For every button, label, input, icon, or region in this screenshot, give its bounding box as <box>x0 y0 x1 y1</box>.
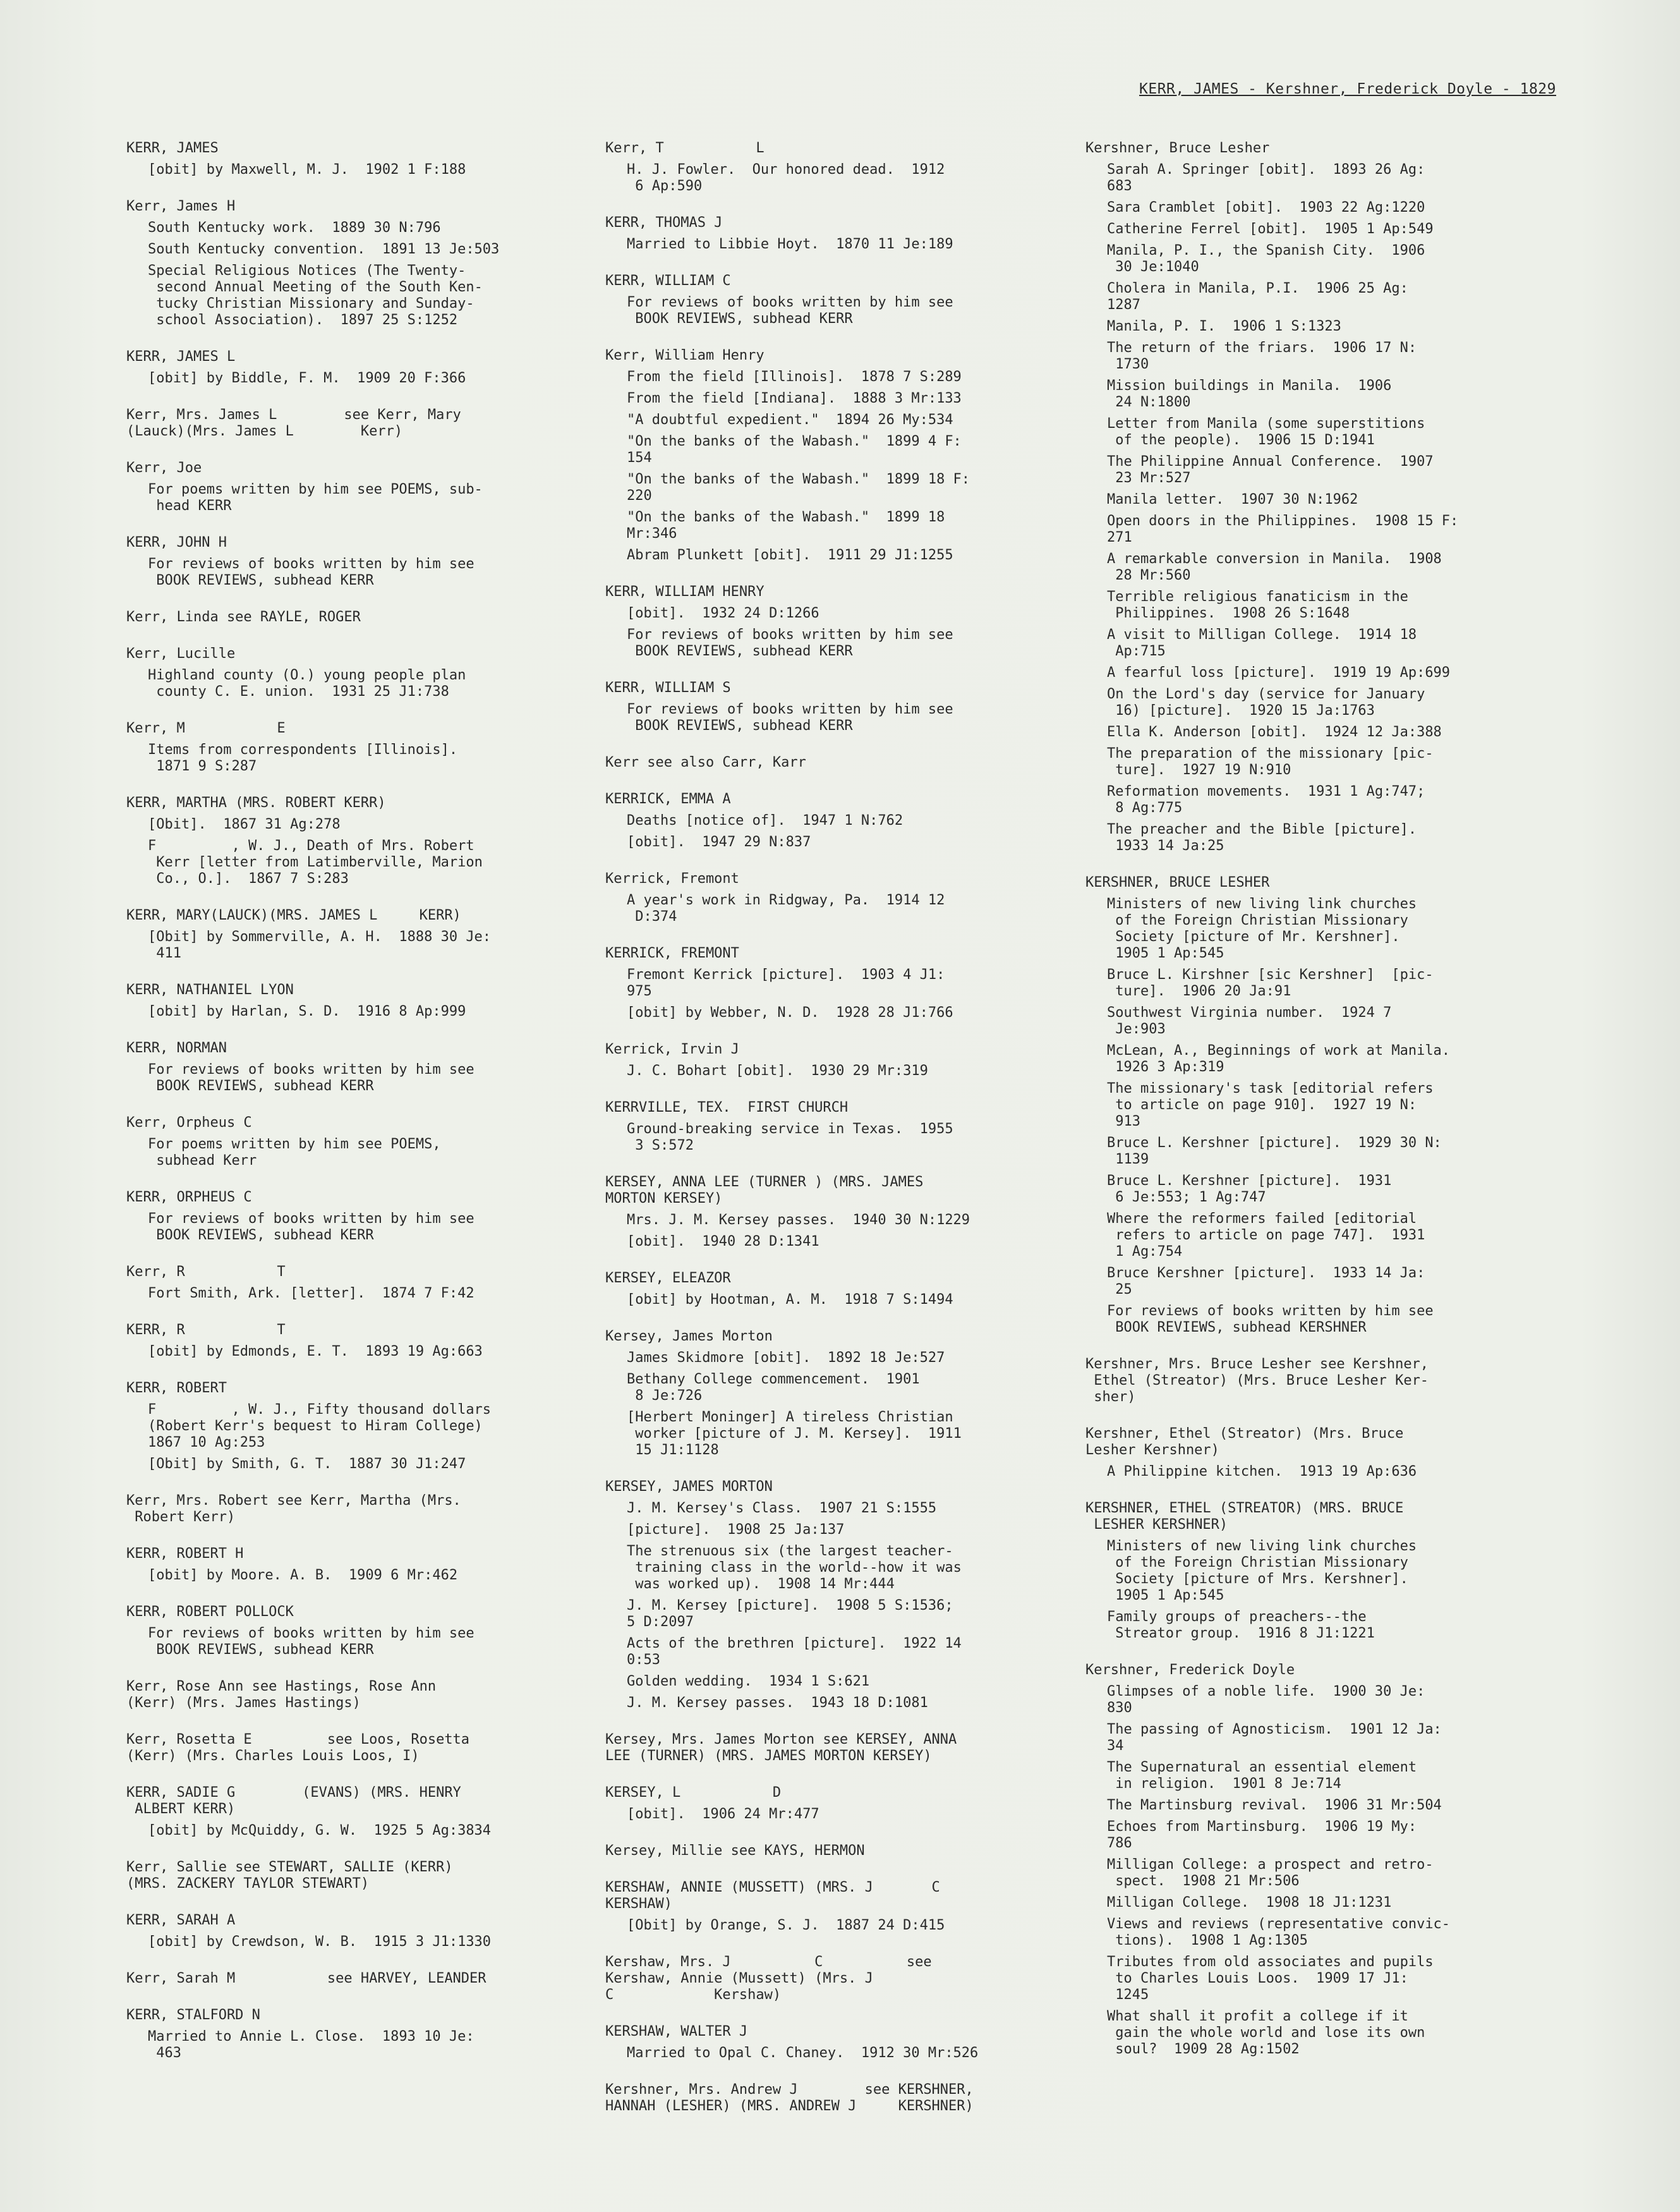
index-entry <box>605 1843 1041 1859</box>
index-entry <box>605 1042 1041 1079</box>
index-entry <box>126 1912 562 1950</box>
entry-heading: KERSHAW, WALTER J <box>605 2024 748 2039</box>
entry-citation: South Kentucky convention. 1891 13 Je:503 <box>148 241 500 257</box>
index-entry <box>126 1785 562 1839</box>
entry-citation: Highland county (O.) young people plan county C. E. union. 1931 25 J1:738 <box>148 667 466 700</box>
entry-heading: KERR, WILLIAM C <box>605 273 731 289</box>
entry-citation: J. M. Kersey passes. 1943 18 D:1081 <box>627 1695 928 1711</box>
entry-heading: KERRVILLE, TEX. FIRST CHURCH <box>605 1100 849 1115</box>
index-entry <box>605 1100 1041 1154</box>
entry-heading: KERRICK, EMMA A <box>605 791 731 807</box>
entry-heading: Kershner, Bruce Lesher <box>1085 140 1270 156</box>
entry-citation: F , W. J., Death of Mrs. Robert Kerr [letter from Latimberville, Marion Co., O.]. 1867 7 S:283 <box>148 838 483 887</box>
entry-citation: Manila letter. 1907 30 N:1962 <box>1107 492 1358 507</box>
entry-citation: Southwest Virginia number. 1924 7 Je:903 <box>1107 1005 1392 1037</box>
entry-citation: [obit] by Moore. A. B. 1909 6 Mr:462 <box>148 1567 458 1583</box>
entry-citation: Echoes from Martinsburg. 1906 19 My: 786 <box>1107 1819 1417 1851</box>
entry-citation: Special Religious Notices (The Twenty- second Annual Meeting of the South Ken- tucky Christian Missionary and Sunday- school Association). 1897 25 S:1252 <box>148 263 483 328</box>
entry-citation: For reviews of books written by him see BOOK REVIEWS, subhead KERR <box>627 295 953 327</box>
entry-citation: [Obit] by Smith, G. T. 1887 30 J1:247 <box>148 1456 466 1472</box>
entry-citation: The preparation of the missionary [pic- ture]. 1927 19 N:910 <box>1107 746 1434 778</box>
index-entry <box>126 1380 562 1473</box>
entry-citation: Where the reformers failed [editorial refers to article on page 747]. 1931 1 Ag:754 <box>1107 1211 1425 1260</box>
index-entry <box>1085 875 1528 1336</box>
entry-heading: KERR, STALFORD N <box>126 2007 260 2023</box>
entry-citation: Married to Libbie Hoyt. 1870 11 Je:189 <box>627 236 953 252</box>
entry-citation: [obit] by Maxwell, M. J. 1902 1 F:188 <box>148 162 466 178</box>
entry-citation: The Philippine Annual Conference. 1907 23 Mr:527 <box>1107 454 1434 486</box>
index-entry <box>126 1189 562 1244</box>
entry-citation: Fort Smith, Ark. [letter]. 1874 7 F:42 <box>148 1285 474 1301</box>
entry-citation: H. J. Fowler. Our honored dead. 1912 6 Ap:590 <box>627 162 945 194</box>
index-entry <box>126 198 562 329</box>
entry-citation: Deaths [notice of]. 1947 1 N:762 <box>627 813 903 829</box>
entry-heading: KERR, ROBERT <box>126 1380 227 1396</box>
entry-heading: Kerr see also Carr, Karr <box>605 755 806 770</box>
entry-citation: For reviews of books written by him see BOOK REVIEWS, subhead KERR <box>148 1062 474 1094</box>
index-entry <box>605 215 1041 253</box>
index-entry <box>126 1546 562 1584</box>
entry-citation: [obit] by Biddle, F. M. 1909 20 F:366 <box>148 370 466 386</box>
index-entry <box>605 2082 1041 2115</box>
entry-citation: Ground-breaking service in Texas. 1955 3 S:572 <box>627 1121 953 1153</box>
entry-heading: KERRICK, FREMONT <box>605 945 739 961</box>
entry-citation: Fremont Kerrick [picture]. 1903 4 J1: 975 <box>627 967 945 999</box>
entry-heading: KERR, JAMES <box>126 140 219 156</box>
entry-citation: On the Lord's day (service for January 16) [picture]. 1920 15 Ja:1763 <box>1107 686 1425 719</box>
index-entry <box>126 795 562 887</box>
entry-citation: [Obit] by Orange, S. J. 1887 24 D:415 <box>627 1917 945 1933</box>
entry-citation: Sarah A. Springer [obit]. 1893 26 Ag: 683 <box>1107 162 1425 194</box>
entry-citation: The preacher and the Bible [picture]. 1933 14 Ja:25 <box>1107 822 1417 854</box>
index-entry <box>605 1732 1041 1765</box>
entry-citation: Manila, P. I. 1906 1 S:1323 <box>1107 319 1341 334</box>
entry-citation: The Martinsburg revival. 1906 31 Mr:504 <box>1107 1797 1442 1813</box>
entry-heading: Kerr, T L <box>605 140 764 156</box>
index-entry <box>605 1785 1041 1823</box>
entry-citation: F , W. J., Fifty thousand dollars (Robert Kerr's bequest to Hiram College) 1867 10 Ag:253 <box>148 1402 492 1450</box>
entry-heading: Kerr, Mrs. Robert see Kerr, Martha (Mrs. Robert Kerr) <box>126 1493 461 1525</box>
entry-citation: J. M. Kersey [picture]. 1908 5 S:1536; 5 D:2097 <box>627 1598 953 1630</box>
entry-heading: Kerr, Rose Ann see Hastings, Rose Ann (Kerr) (Mrs. James Hastings) <box>126 1679 437 1711</box>
entry-heading: Kerr, Mrs. James L see Kerr, Mary (Lauck)(Mrs. James L Kerr) <box>126 407 461 439</box>
entry-citation: The strenuous six (the largest teacher- training class in the world--how it was was worked up). 1908 14 Mr:444 <box>627 1543 962 1592</box>
index-entry <box>126 1264 562 1302</box>
entry-citation: [obit] by McQuiddy, G. W. 1925 5 Ag:3834 <box>148 1823 492 1838</box>
entry-citation: Items from correspondents [Illinois]. 1871 9 S:287 <box>148 742 458 774</box>
entry-citation: Tributes from old associates and pupils to Charles Louis Loos. 1909 17 J1: 1245 <box>1107 1954 1434 2003</box>
entry-heading: KERR, THOMAS J <box>605 215 723 231</box>
index-entry <box>605 871 1041 925</box>
index-entry <box>126 349 562 387</box>
entry-citation: [obit]. 1947 29 N:837 <box>627 834 811 850</box>
index-entry <box>605 1174 1041 1250</box>
running-head: KERR, JAMES - Kershner, Frederick Doyle - 1829 <box>1139 81 1556 97</box>
entry-heading: Kerr, Lucille <box>126 646 236 662</box>
entry-citation: Bruce L. Kershner [picture]. 1931 6 Je:553; 1 Ag:747 <box>1107 1173 1392 1205</box>
entry-heading: Kershner, Mrs. Andrew J see KERSHNER, HANNAH (LESHER) (MRS. ANDREW J KERSHNER) <box>605 2082 974 2114</box>
index-entry <box>1085 140 1528 854</box>
index-entry <box>605 1954 1041 2003</box>
entry-citation: Bruce Kershner [picture]. 1933 14 Ja: 25 <box>1107 1265 1425 1297</box>
entry-heading: KERR, SADIE G (EVANS) (MRS. HENRY ALBERT KERR) <box>126 1785 461 1817</box>
entry-heading: KERR, SARAH A <box>126 1912 236 1928</box>
index-entry <box>126 720 562 775</box>
entry-citation: "On the banks of the Wabash." 1899 18 F: 220 <box>627 471 970 504</box>
entry-heading: KERR, NORMAN <box>126 1040 227 1056</box>
entry-heading: KERSEY, ELEAZOR <box>605 1270 731 1286</box>
entry-citation: Open doors in the Philippines. 1908 15 F: 271 <box>1107 513 1459 545</box>
entry-heading: KERR, JAMES L <box>126 349 236 365</box>
entry-citation: [obit] by Crewdson, W. B. 1915 3 J1:1330 <box>148 1934 492 1950</box>
index-entry <box>1085 1356 1528 1406</box>
entry-citation: Mission buildings in Manila. 1906 24 N:1800 <box>1107 378 1392 410</box>
entry-citation: [obit] by Edmonds, E. T. 1893 19 Ag:663 <box>148 1344 483 1359</box>
entry-citation: [picture]. 1908 25 Ja:137 <box>627 1522 845 1538</box>
entry-heading: KERSEY, L D <box>605 1785 782 1801</box>
entry-citation: The return of the friars. 1906 17 N: 1730 <box>1107 340 1417 372</box>
entry-citation: For reviews of books written by him see BOOK REVIEWS, subhead KERR <box>627 702 953 734</box>
entry-heading: KERR, WILLIAM HENRY <box>605 584 764 600</box>
entry-heading: Kershaw, Mrs. J C see Kershaw, Annie (Mussett) (Mrs. J C Kershaw) <box>605 1954 932 2003</box>
entry-citation: A remarkable conversion in Manila. 1908 28 Mr:560 <box>1107 551 1442 583</box>
entry-citation: What shall it profit a college if it gain the whole world and lose its own soul? 1909 28 Ag:1502 <box>1107 2008 1425 2057</box>
entry-citation: [obit]. 1906 24 Mr:477 <box>627 1806 819 1822</box>
entry-heading: Kerr, William Henry <box>605 348 764 363</box>
index-entry <box>605 680 1041 734</box>
entry-heading: Kersey, Millie see KAYS, HERMON <box>605 1843 865 1859</box>
entry-citation: "On the banks of the Wabash." 1899 4 F: 154 <box>627 434 962 466</box>
entry-citation: Abram Plunkett [obit]. 1911 29 J1:1255 <box>627 547 953 563</box>
entry-citation: Milligan College. 1908 18 J1:1231 <box>1107 1895 1392 1911</box>
index-entry <box>126 609 562 626</box>
index-entry <box>126 460 562 514</box>
entry-citation: From the field [Indiana]. 1888 3 Mr:133 <box>627 391 962 406</box>
entry-heading: Kerr, Sallie see STEWART, SALLIE (KERR) (MRS. ZACKERY TAYLOR STEWART) <box>126 1859 453 1892</box>
entry-heading: Kerr, Linda see RAYLE, ROGER <box>126 609 361 625</box>
entry-citation: Cholera in Manila, P.I. 1906 25 Ag: 1287 <box>1107 281 1408 313</box>
entry-citation: Terrible religious fanaticism in the Philippines. 1908 26 S:1648 <box>1107 589 1408 621</box>
index-entry <box>126 1679 562 1711</box>
entry-citation: Manila, P. I., the Spanish City. 1906 30 Je:1040 <box>1107 243 1425 275</box>
entry-heading: KERSEY, JAMES MORTON <box>605 1479 773 1495</box>
index-entry <box>605 140 1041 195</box>
entry-citation: James Skidmore [obit]. 1892 18 Je:527 <box>627 1350 945 1366</box>
entry-citation: Sara Cramblet [obit]. 1903 22 Ag:1220 <box>1107 200 1425 216</box>
entry-heading: KERR, JOHN H <box>126 535 227 550</box>
entry-citation: McLean, A., Beginnings of work at Manila. 1926 3 Ap:319 <box>1107 1043 1451 1075</box>
entry-heading: KERR, WILLIAM S <box>605 680 731 696</box>
entry-citation: The passing of Agnosticism. 1901 12 Ja: 34 <box>1107 1722 1442 1754</box>
index-entry <box>605 273 1041 327</box>
entry-citation: Bruce L. Kershner [picture]. 1929 30 N: 1139 <box>1107 1135 1442 1167</box>
index-entry <box>605 1328 1041 1459</box>
entry-heading: Kerr, James H <box>126 198 236 214</box>
index-entry <box>605 791 1041 851</box>
entry-heading: Kerrick, Fremont <box>605 871 739 887</box>
index-entry <box>1085 1662 1528 2058</box>
entry-citation: Acts of the brethren [picture]. 1922 14 0:53 <box>627 1636 962 1668</box>
entry-citation: J. M. Kersey's Class. 1907 21 S:1555 <box>627 1500 937 1516</box>
entry-heading: KERSHAW, ANNIE (MUSSETT) (MRS. J C KERSHAW) <box>605 1880 940 1912</box>
entry-heading: Kerrick, Irvin J <box>605 1042 739 1057</box>
entry-heading: Kerr, Orpheus C <box>126 1115 252 1131</box>
index-entry <box>1085 1426 1528 1480</box>
entry-citation: Ministers of new living link churches of the Foreign Christian Missionary Society [picture of Mr. Kershner]. 1905 1 Ap:545 <box>1107 896 1417 961</box>
entry-citation: Milligan College: a prospect and retro- spect. 1908 21 Mr:506 <box>1107 1857 1434 1889</box>
entry-citation: Married to Annie L. Close. 1893 10 Je: 463 <box>148 2029 474 2061</box>
entry-heading: KERR, MARTHA (MRS. ROBERT KERR) <box>126 795 386 811</box>
entry-citation: [Obit] by Sommerville, A. H. 1888 30 Je: 411 <box>148 929 492 961</box>
index-entry <box>605 1479 1041 1711</box>
entry-citation: For reviews of books written by him see BOOK REVIEWS, subhead KERR <box>148 1211 474 1243</box>
entry-heading: KERR, ROBERT H <box>126 1546 244 1562</box>
entry-heading: KERSHNER, BRUCE LESHER <box>1085 875 1270 890</box>
entry-citation: Letter from Manila (some superstitions of the people). 1906 15 D:1941 <box>1107 416 1425 448</box>
entry-citation: Mrs. J. M. Kersey passes. 1940 30 N:1229 <box>627 1212 970 1228</box>
index-entry <box>126 1493 562 1526</box>
entry-citation: For reviews of books written by him see BOOK REVIEWS, subhead KERR <box>627 627 953 659</box>
entry-citation: Ella K. Anderson [obit]. 1924 12 Ja:388 <box>1107 724 1442 740</box>
entry-citation: For reviews of books written by him see BOOK REVIEWS, subhead KERR <box>148 556 474 588</box>
entry-heading: Kerr, R T <box>126 1264 286 1280</box>
entry-citation: "A doubtful expedient." 1894 26 My:534 <box>627 412 953 428</box>
entry-citation: Glimpses of a noble life. 1900 30 Je: 830 <box>1107 1684 1425 1716</box>
entry-citation: For poems written by him see POEMS, subhead Kerr <box>148 1136 441 1169</box>
index-entry <box>126 1732 562 1765</box>
entry-citation: [obit]. 1940 28 D:1341 <box>627 1234 819 1249</box>
index-entry <box>126 1040 562 1095</box>
entry-citation: Views and reviews (representative convic- tions). 1908 1 Ag:1305 <box>1107 1916 1451 1948</box>
entry-heading: KERSEY, ANNA LEE (TURNER ) (MRS. JAMES MORTON KERSEY) <box>605 1174 924 1206</box>
entry-citation: A fearful loss [picture]. 1919 19 Ap:699 <box>1107 665 1451 681</box>
entry-citation: Bethany College commencement. 1901 8 Je:726 <box>627 1371 920 1404</box>
entry-citation: From the field [Illinois]. 1878 7 S:289 <box>627 369 962 385</box>
entry-heading: KERR, NATHANIEL LYON <box>126 982 294 998</box>
index-entry <box>126 1859 562 1892</box>
index-entry <box>126 1971 562 1987</box>
entry-citation: The Supernatural an essential element in religion. 1901 8 Je:714 <box>1107 1759 1417 1792</box>
entry-citation: Married to Opal C. Chaney. 1912 30 Mr:526 <box>627 2045 979 2061</box>
entry-citation: Catherine Ferrel [obit]. 1905 1 Ap:549 <box>1107 221 1434 237</box>
entry-heading: Kershner, Mrs. Bruce Lesher see Kershner, Ethel (Streator) (Mrs. Bruce Lesher Ker- sher) <box>1085 1356 1429 1405</box>
entry-citation: Golden wedding. 1934 1 S:621 <box>627 1674 870 1689</box>
index-entry <box>126 908 562 962</box>
entry-heading: KERR, ROBERT POLLOCK <box>126 1604 294 1620</box>
index-entry <box>126 535 562 589</box>
index-column-3 <box>1085 140 1528 2078</box>
entry-citation: [obit] by Hootman, A. M. 1918 7 S:1494 <box>627 1292 953 1308</box>
index-entry <box>126 140 562 178</box>
entry-citation: [obit] by Harlan, S. D. 1916 8 Ap:999 <box>148 1004 466 1019</box>
entry-citation: Bruce L. Kirshner [sic Kershner] [pic- ture]. 1906 20 Ja:91 <box>1107 967 1434 999</box>
index-entry <box>126 1322 562 1360</box>
index-entry <box>605 945 1041 1021</box>
entry-heading: Kershner, Frederick Doyle <box>1085 1662 1295 1678</box>
index-entry <box>605 2024 1041 2062</box>
entry-heading: KERSHNER, ETHEL (STREATOR) (MRS. BRUCE LESHER KERSHNER) <box>1085 1500 1404 1533</box>
entry-heading: Kerr, Sarah M see HARVEY, LEANDER <box>126 1971 486 1986</box>
index-entry <box>126 407 562 440</box>
entry-citation: A year's work in Ridgway, Pa. 1914 12 D:374 <box>627 892 945 925</box>
index-entry <box>126 2007 562 2062</box>
entry-citation: J. C. Bohart [obit]. 1930 29 Mr:319 <box>627 1063 928 1079</box>
entry-citation: South Kentucky work. 1889 30 N:796 <box>148 220 441 236</box>
entry-citation: [obit]. 1932 24 D:1266 <box>627 605 819 621</box>
entry-heading: Kersey, James Morton <box>605 1328 773 1344</box>
index-column-2 <box>605 140 1041 2135</box>
entry-heading: Kerr, M E <box>126 720 286 736</box>
entry-citation: A visit to Milligan College. 1914 18 Ap:715 <box>1107 627 1417 659</box>
entry-citation: For poems written by him see POEMS, sub- head KERR <box>148 482 483 514</box>
entry-heading: KERR, MARY(LAUCK)(MRS. JAMES L KERR) <box>126 908 461 923</box>
index-entry <box>126 1604 562 1658</box>
index-entry <box>1085 1500 1528 1642</box>
entry-heading: Kersey, Mrs. James Morton see KERSEY, ANNA LEE (TURNER) (MRS. JAMES MORTON KERSEY) <box>605 1732 957 1764</box>
entry-citation: For reviews of books written by him see BOOK REVIEWS, subhead KERSHNER <box>1107 1303 1434 1335</box>
index-entry <box>126 646 562 700</box>
entry-citation: A Philippine kitchen. 1913 19 Ap:636 <box>1107 1464 1417 1480</box>
entry-citation: Ministers of new living link churches of the Foreign Christian Missionary Society [picture of Mrs. Kershner]. 1905 1 Ap:545 <box>1107 1538 1417 1603</box>
index-entry <box>605 755 1041 771</box>
index-column-1 <box>126 140 562 2082</box>
entry-citation: [Obit]. 1867 31 Ag:278 <box>148 817 341 832</box>
entry-heading: KERR, ORPHEUS C <box>126 1189 252 1205</box>
index-entry <box>126 1115 562 1169</box>
entry-heading: Kerr, Joe <box>126 460 202 476</box>
index-entry <box>605 584 1041 660</box>
entry-citation: Reformation movements. 1931 1 Ag:747; 8 Ag:775 <box>1107 784 1425 816</box>
entry-citation: The missionary's task [editorial refers to article on page 910]. 1927 19 N: 913 <box>1107 1081 1434 1129</box>
entry-citation: Family groups of preachers--the Streator group. 1916 8 J1:1221 <box>1107 1609 1375 1641</box>
index-entry <box>605 1270 1041 1308</box>
entry-heading: Kerr, Rosetta E see Loos, Rosetta (Kerr) (Mrs. Charles Louis Loos, I) <box>126 1732 470 1764</box>
entry-citation: For reviews of books written by him see BOOK REVIEWS, subhead KERR <box>148 1626 474 1658</box>
entry-citation: [Herbert Moninger] A tireless Christian worker [picture of J. M. Kersey]. 1911 15 J1:1128 <box>627 1409 962 1458</box>
entry-citation: "On the banks of the Wabash." 1899 18 Mr:346 <box>627 509 945 542</box>
index-entry <box>126 982 562 1020</box>
entry-heading: KERR, R T <box>126 1322 286 1338</box>
entry-heading: Kershner, Ethel (Streator) (Mrs. Bruce Lesher Kershner) <box>1085 1426 1404 1458</box>
index-entry <box>605 1880 1041 1934</box>
entry-citation: [obit] by Webber, N. D. 1928 28 J1:766 <box>627 1005 953 1021</box>
index-entry <box>605 348 1041 564</box>
